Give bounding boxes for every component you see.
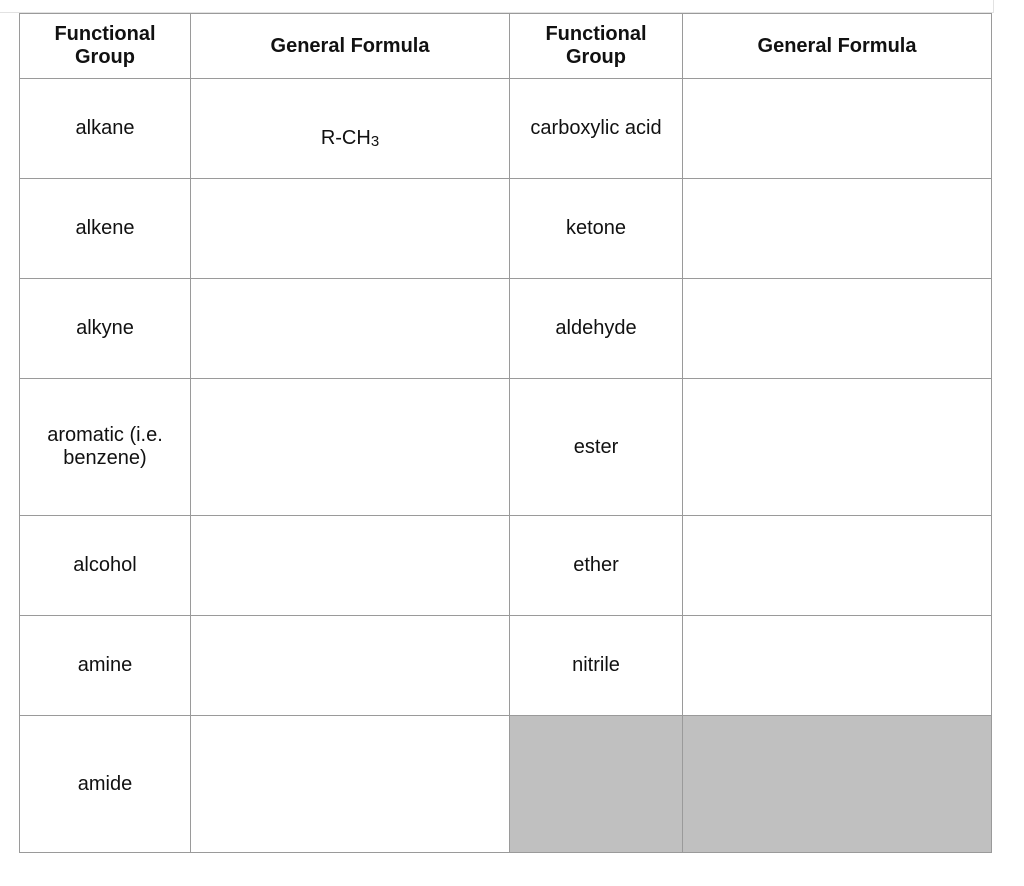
formula-text: $R-CH_3$ <box>320 127 380 150</box>
group-cell: ketone <box>510 179 683 279</box>
formula-cell[interactable] <box>683 279 992 379</box>
group-cell: aromatic (i.e. benzene) <box>20 379 191 516</box>
group-cell: alkene <box>20 179 191 279</box>
header-functional-group-left: Functional Group <box>20 14 191 79</box>
table-row <box>20 179 992 279</box>
group-cell: amine <box>20 616 191 716</box>
group-cell: ether <box>510 516 683 616</box>
formula-cell[interactable] <box>191 79 510 179</box>
functional-groups-table <box>19 13 992 853</box>
group-cell: ester <box>510 379 683 516</box>
header-row <box>20 14 992 79</box>
header-functional-group-right: Functional Group <box>510 14 683 79</box>
formula-cell[interactable] <box>683 379 992 516</box>
formula-cell[interactable] <box>683 179 992 279</box>
shaded-cell <box>510 716 683 853</box>
table-row <box>20 279 992 379</box>
formula-cell[interactable] <box>191 516 510 616</box>
group-cell: aldehyde <box>510 279 683 379</box>
group-cell: carboxylic acid <box>510 79 683 179</box>
table-row <box>20 79 992 179</box>
formula-cell[interactable] <box>191 616 510 716</box>
formula-cell[interactable] <box>683 516 992 616</box>
group-cell: alcohol <box>20 516 191 616</box>
group-cell: nitrile <box>510 616 683 716</box>
formula-cell[interactable] <box>191 379 510 516</box>
header-general-formula-right: General Formula <box>683 14 992 79</box>
formula-cell[interactable] <box>683 616 992 716</box>
table-row <box>20 516 992 616</box>
table-row <box>20 716 992 853</box>
formula-cell[interactable] <box>191 716 510 853</box>
group-cell: amide <box>20 716 191 853</box>
group-cell: alkane <box>20 79 191 179</box>
table-row <box>20 616 992 716</box>
formula-cell[interactable] <box>683 79 992 179</box>
group-cell: alkyne <box>20 279 191 379</box>
page-edge <box>0 0 994 13</box>
shaded-cell <box>683 716 992 853</box>
header-general-formula-left: General Formula <box>191 14 510 79</box>
table-row <box>20 379 992 516</box>
formula-cell[interactable] <box>191 279 510 379</box>
formula-cell[interactable] <box>191 179 510 279</box>
